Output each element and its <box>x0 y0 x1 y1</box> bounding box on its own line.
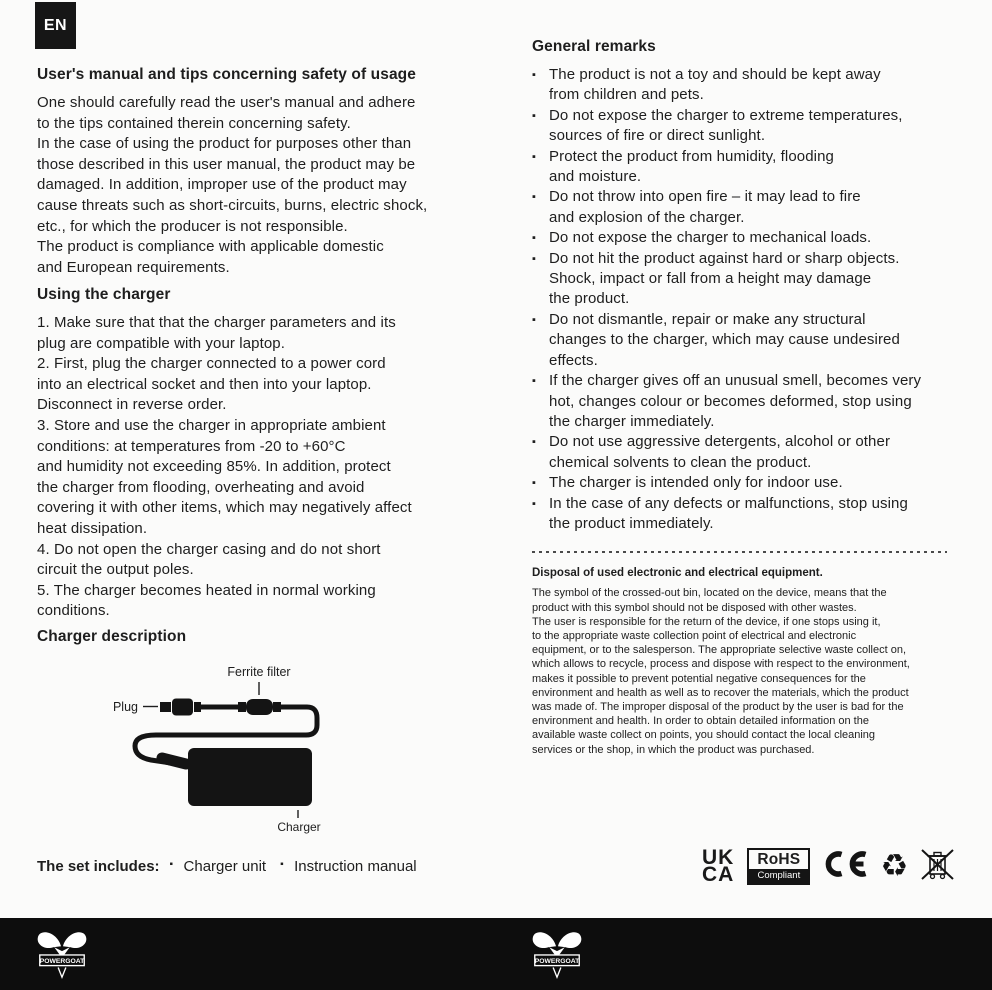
set-includes-label: The set includes: <box>37 858 160 875</box>
section-charger-description <box>37 628 505 655</box>
goat-horn-left <box>533 932 556 948</box>
rohs-label: RoHS <box>757 851 801 868</box>
brand-name: POWERGOAT <box>39 958 85 966</box>
remark-item <box>532 473 962 493</box>
disposal-paragraph: The symbol of the crossed-out bin, located on the device, means that the product with this symbol should not be disposed with other wastes. The user is responsible for the return of the device, if one stops using it, to the appropriate waste collection point of electrical and electronic equipment, or to the salesperson. The appropriate selective waste collect on, which allows to recycle, process and dispose with respect to the environment, makes it possible to prevent potential negative consequences for the environment and health as well as to recover the materials, which the product was made of. The improper disposal of the product by the user is bad for the environment and health. In order to obtain detailed information on the available waste collect on points, you should contact the local cleaning services or the shop, in which the product was purchased. <box>532 587 910 756</box>
remark-item <box>532 494 962 535</box>
plug-strain-relief <box>194 702 201 712</box>
ce-mark-icon <box>824 850 868 883</box>
remark-text: Do not dismantle, repair or make any structural changes to the charger, which may cause undesired effects. <box>549 310 900 369</box>
certification-badges <box>702 846 956 887</box>
remark-item <box>532 187 962 228</box>
square-bullet-icon: ▪ <box>169 859 174 870</box>
set-item-label: Charger unit <box>183 858 267 875</box>
remark-item <box>532 228 962 248</box>
remark-text: The product is not a toy and should be kept away from children and pets. <box>549 66 881 104</box>
square-bullet-icon: ▪ <box>532 232 536 245</box>
remark-item <box>532 147 962 188</box>
charger-label: Charger <box>277 820 321 834</box>
safety-heading: User's manual and tips concerning safety of usage <box>37 66 416 83</box>
remark-text: If the charger gives off an unusual smell, becomes very hot, changes colour or becomes deformed, stop using the charger immediately. <box>549 372 922 430</box>
remark-text: Protect the product from humidity, flooding and moisture. <box>549 147 834 186</box>
remark-item <box>532 310 962 371</box>
square-bullet-icon: ▪ <box>532 375 536 388</box>
charger-diagram-drawing <box>20 658 500 842</box>
set-item-label: Instruction manual <box>294 858 417 875</box>
safety-paragraph: One should carefully read the user's manual and adhere to the tips contained therein concerning safety. In the case of using the product for purposes other than those described in this user manual, the product may be damaged. In addition, improper use of the product may cause threats such as short-circuits, burns, electric shock, etc., for which the producer is not responsible. The product is compliance with applicable domestic and European requirements. <box>37 94 428 276</box>
ferrite-filter-label: Ferrite filter <box>227 665 291 679</box>
set-item-instruction-manual <box>280 858 417 875</box>
ce-mark-drawing <box>824 850 868 878</box>
plug-tip <box>160 702 171 712</box>
ferrite-bead <box>246 699 273 715</box>
remark-text: Do not use aggressive detergents, alcohol or other chemical solvents to clean the product. <box>549 433 891 471</box>
remark-text: Do not expose the charger to extreme temperatures, sources of fire or direct sunlight. <box>549 106 903 145</box>
ukca-line1: UK <box>702 846 735 869</box>
square-bullet-icon: ▪ <box>532 69 536 81</box>
bead-relief-left <box>238 702 246 712</box>
square-bullet-icon: ▪ <box>532 497 536 510</box>
using-heading: Using the charger <box>37 286 171 303</box>
remark-item <box>532 371 962 432</box>
square-bullet-icon: ▪ <box>532 150 536 163</box>
section-using-charger <box>37 286 505 622</box>
set-includes-line <box>37 858 431 875</box>
rohs-mark <box>747 848 810 885</box>
remark-item <box>532 65 962 106</box>
charger-description-heading: Charger description <box>37 628 187 645</box>
language-badge <box>35 2 76 49</box>
general-remarks-heading: General remarks <box>532 38 656 55</box>
brand-name: POWERGOAT <box>534 958 580 966</box>
using-paragraph: 1. Make sure that that the charger parameters and its plug are compatible with your laptop. 2. First, plug the charger connected to a power cord into an electrical socket and then into your laptop. Disconnect in reverse order. 3. Store and use the charger in appropriate ambient conditions: at temperatures from -20 to +60°C and humidity not exceeding 85%. In addition, protect the charger from flooding, overheating and avoid covering it with other items, which may negatively affect heat dissipation. 4. Do not open the charger casing and do not short circuit the output poles. 5. The charger becomes heated in normal working conditions. <box>37 314 412 620</box>
ukca-mark <box>702 846 735 886</box>
square-bullet-icon: ▪ <box>532 313 536 326</box>
remark-text: Do not expose the charger to mechanical loads. <box>549 229 872 247</box>
charger-diagram <box>20 658 500 842</box>
remark-text: The charger is intended only for indoor use. <box>549 474 843 492</box>
plug-connector <box>172 699 193 716</box>
goat-beard <box>58 968 66 978</box>
general-remarks-list <box>532 65 962 534</box>
section-safety <box>37 66 505 278</box>
goat-horn-left <box>38 932 61 948</box>
goat-horn-right <box>558 932 581 948</box>
square-bullet-icon: ▪ <box>532 109 536 122</box>
goat-beard <box>553 968 561 978</box>
footer-bar <box>0 918 992 990</box>
charger-body <box>188 748 312 806</box>
plug-label: Plug <box>112 700 138 714</box>
powergoat-logo <box>528 924 586 984</box>
rohs-compliant-label: Compliant <box>749 869 808 883</box>
crossed-out-bin-drawing <box>918 846 956 882</box>
square-bullet-icon: ▪ <box>532 436 536 449</box>
remark-text: Do not throw into open fire – it may lead to fire and explosion of the charger. <box>549 188 861 226</box>
language-badge-label: EN <box>43 16 68 34</box>
remark-item <box>532 432 962 473</box>
remark-text: In the case of any defects or malfunctions, stop using the product immediately. <box>549 494 908 532</box>
remark-text: Do not hit the product against hard or sharp objects. Shock, impact or fall from a height may damage the product. <box>549 249 900 308</box>
ukca-line2: CA <box>702 862 735 886</box>
section-general-remarks <box>532 38 962 757</box>
square-bullet-icon: ▪ <box>280 859 284 870</box>
disposal-heading: Disposal of used electronic and electrical equipment. <box>532 567 823 580</box>
dashed-divider <box>532 551 947 553</box>
square-bullet-icon: ▪ <box>532 191 536 204</box>
remark-item <box>532 106 962 147</box>
set-item-charger-unit <box>170 858 267 875</box>
goat-horn-right <box>63 932 86 948</box>
powergoat-logo <box>33 924 91 984</box>
square-bullet-icon: ▪ <box>532 252 536 265</box>
remark-item <box>532 249 962 310</box>
recycle-icon: ♻ <box>880 848 909 884</box>
dc-connector <box>162 758 186 764</box>
square-bullet-icon: ▪ <box>532 477 536 490</box>
crossed-out-bin-icon <box>918 846 956 887</box>
